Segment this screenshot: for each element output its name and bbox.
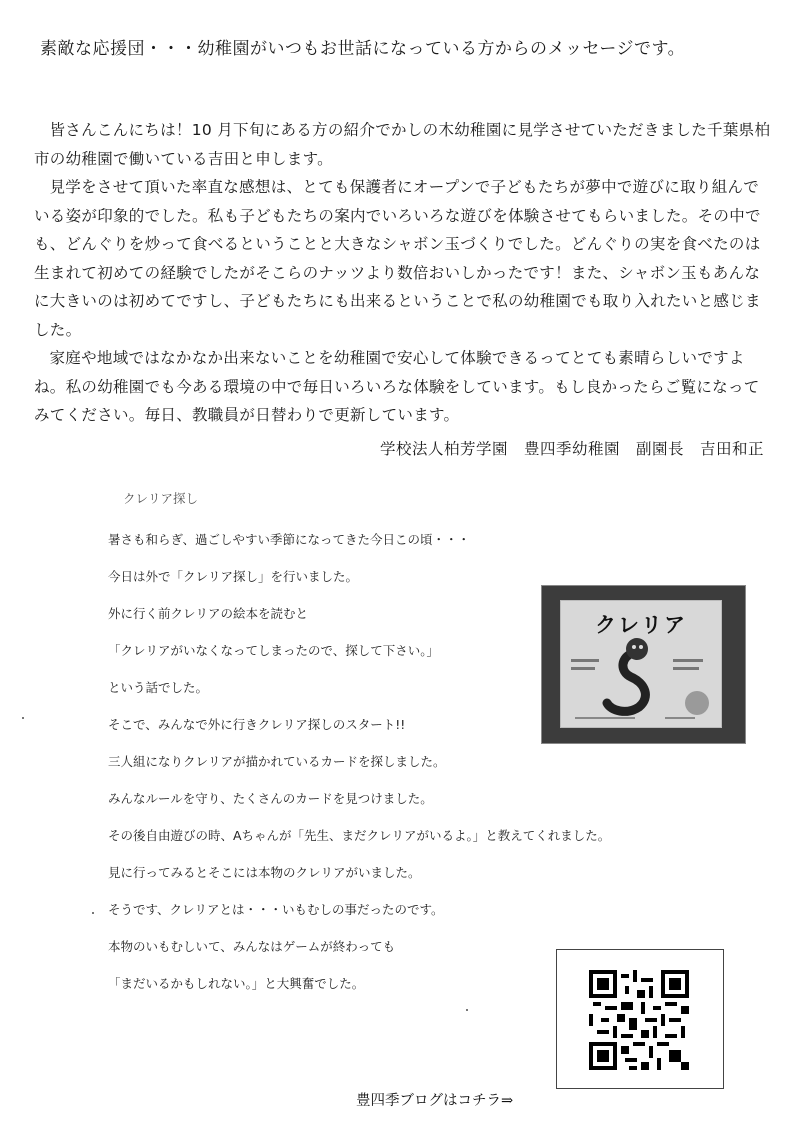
qr-code-icon [589, 970, 689, 1070]
blog-line: 三人組になりクレリアが描かれているカードを探しました。 [108, 754, 446, 769]
blog-post-title: クレリア探し [123, 491, 199, 506]
picture-book-title: クレリア [595, 613, 687, 637]
blog-qr-code[interactable] [556, 949, 724, 1089]
scan-speck [92, 912, 94, 914]
blog-line: そうです、クレリアとは・・・いもむしの事だったのです。 [108, 902, 444, 917]
blog-line: 今日は外で「クレリア探し」を行いました。 [108, 569, 359, 584]
letter-signature: 学校法人柏芳学園 豊四季幼稚園 副園長 吉田和正 [379, 440, 764, 458]
caterpillar-illustration [561, 601, 721, 727]
blog-line: その後自由遊びの時、Aちゃんが「先生、まだクレリアがいるよ。」と教えてくれました。 [108, 828, 611, 843]
blog-line: そこで、みんなで外に行きクレリア探しのスタート!! [108, 717, 406, 732]
scan-speck [22, 717, 24, 719]
blog-link-caption: 豊四季ブログはコチラ⇒ [356, 1093, 514, 1109]
blog-line: 「まだいるかもしれない。」と大興奮でした。 [108, 976, 365, 991]
blog-line: 本物のいもむしいて、みんなはゲームが終わっても [108, 939, 396, 954]
blog-line: 見に行ってみるとそこには本物のクレリアがいました。 [108, 865, 421, 880]
picture-book-cover [560, 600, 722, 728]
blog-line: 外に行く前クレリアの絵本を読むと [108, 606, 309, 621]
letter-paragraph-3: 家庭や地域ではなかなか出来ないことを幼稚園で安心して体験できるってとても素晴らしいですよね。私の幼稚園でも今ある環境の中で毎日いろいろな体験をしています。もし良かったらご覧になってみてください。毎日、教職員が日替わりで更新しています。 [34, 349, 760, 424]
letter-paragraph-2: 見学をさせて頂いた率直な感想は、とても保護者にオープンで子どもたちが夢中で遊びに取り組んでいる姿が印象的でした。私も子どもたちの案内でいろいろな遊びを体験させてもらいました。その中でも、どんぐりを炒って食べるということと大きなシャボン玉づくりでした。どんぐりの実を食べたのは生まれて初めての経験でしたがそこらのナッツより数倍おいしかったです！また、シャボン玉もあんなに大きいのは初めてですし、子どもたちにも出来るということで私の幼稚園でも取り入れたいと感じました。 [34, 178, 761, 339]
letter-paragraph-1: 皆さんこんにちは！10 月下旬にある方の紹介でかしの木幼稚園に見学させていただきました千葉県柏市の幼稚園で働いている吉田と申します。 [34, 121, 771, 168]
message-letter [34, 116, 774, 430]
scan-speck [466, 1009, 468, 1011]
blog-line: 「クレリアがいなくなってしまったので、探して下さい。」 [108, 643, 440, 658]
blog-line: 暑さも和らぎ、過ごしやすい季節になってきた今日この頃・・・ [108, 532, 471, 547]
blog-line: という話でした。 [108, 680, 209, 695]
picture-book-photo [541, 585, 746, 744]
blog-line: みんなルールを守り、たくさんのカードを見つけました。 [108, 791, 433, 806]
page-headline: 素敵な応援団・・・幼稚園がいつもお世話になっている方からのメッセージです。 [40, 39, 686, 59]
